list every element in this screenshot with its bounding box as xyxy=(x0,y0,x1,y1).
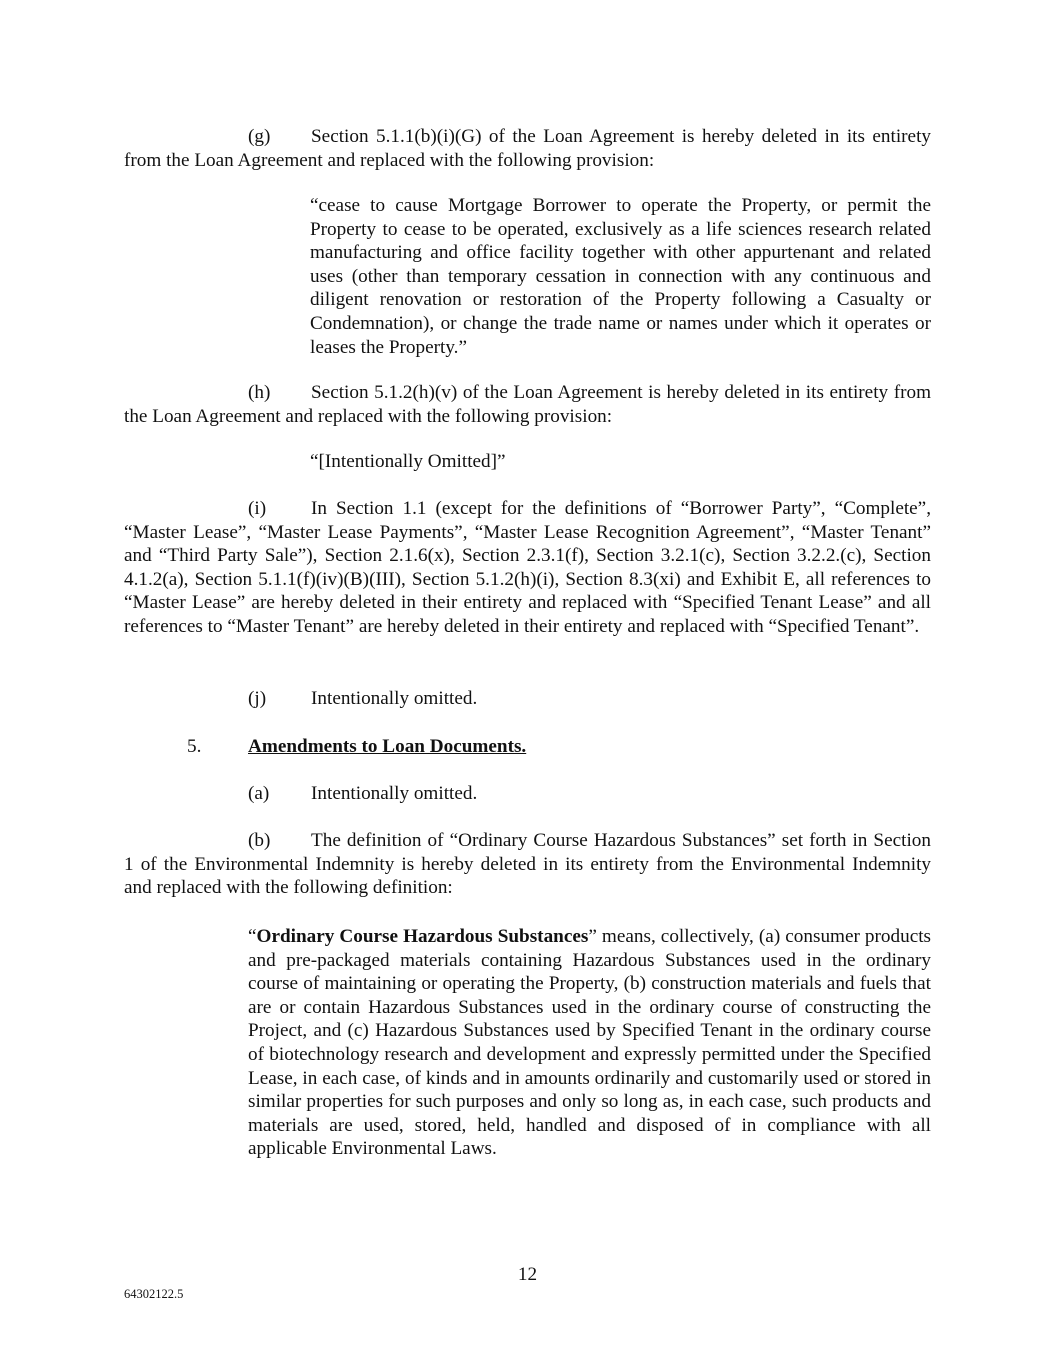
paragraph-label: (i) xyxy=(248,498,267,519)
paragraph-text: Section 5.1.2(h)(v) of the Loan Agreement is hereby deleted in its entirety from the Loan Agreement and replaced with the following provision: xyxy=(124,382,931,427)
section-title: Amendments to Loan Documents. xyxy=(248,736,527,757)
definition-body: means, collectively, (a) consumer products and pre-packaged materials containing Hazardous Substances used in the ordinary course of maintaining or operating the Property, (b) construction materials and fuels that are or contain Hazardous Substances used in the ordinary course of constructing the Project, and (c) Hazardous Substances used by Specified Tenant in the ordinary course of biotechnology research and development and expressly permitted under the Specified Lease, in each case, of kinds and in amounts ordinarily and customarily used or stored in similar properties for such purposes and only so long as, in each case, such products and materials are used, stored, held, handled and disposed of in compliance with all applicable Environmental Laws. xyxy=(248,926,932,1160)
paragraph-label: (a) xyxy=(248,783,270,804)
section-heading-5 xyxy=(187,735,526,759)
paragraph-j xyxy=(248,687,477,711)
defined-term: Ordinary Course Hazardous Substances xyxy=(256,926,589,947)
page-number: 12 xyxy=(517,1264,538,1285)
paragraph-g xyxy=(124,125,931,172)
quoted-provision-h: “[Intentionally Omitted]” xyxy=(310,451,506,472)
paragraph-label: (b) xyxy=(248,830,271,851)
paragraph-text: The definition of “Ordinary Course Hazardous Substances” set forth in Section 1 of the Environmental Indemnity is hereby deleted in its entirety from the Environmental Indemnity and replaced with the following definition: xyxy=(124,830,931,899)
paragraph-text: Section 5.1.1(b)(i)(G) of the Loan Agreement is hereby deleted in its entirety from the Loan Agreement and replaced with the following provision: xyxy=(124,126,931,171)
section-number: 5. xyxy=(187,736,202,757)
paragraph-label: (h) xyxy=(248,382,271,403)
document-id: 64302122.5 xyxy=(124,1287,184,1301)
definition-open-quote: “ xyxy=(248,926,257,947)
paragraph-5a xyxy=(248,782,477,806)
quoted-provision-g: “cease to cause Mortgage Borrower to operate the Property, or permit the Property to cease to be operated, exclusively as a life sciences research related manufacturing and office facility together with other appurtenant and related uses (other than temporary cessation in connection with any continuous and diligent renovation or restoration of the Property following a Casualty or Condemnation), or change the trade name or names under which it operates or leases the Property.” xyxy=(310,195,931,358)
paragraph-text: Intentionally omitted. xyxy=(311,783,478,804)
paragraph-label: (j) xyxy=(248,688,267,709)
paragraph-i xyxy=(124,497,931,639)
paragraph-label: (g) xyxy=(248,126,271,147)
paragraph-5b xyxy=(124,829,931,900)
paragraph-text: In Section 1.1 (except for the definitions of “Borrower Party”, “Complete”, “Master Lease”, “Master Lease Payments”, “Master Lease Recognition Agreement”, “Master Tenant” and “Third Party Sale”), Section 2.1.6(x), Section 2.3.1(f), Section 3.2.1(c), Section 3.2.2.(c), Section 4.1.2(a), Section 5.1.1(f)(iv)(B)(III), Section 5.1.2(h)(i), Section 8.3(xi) and Exhibit E, all references to “Master Lease” are hereby deleted in their entirety and replaced with “Specified Tenant Lease” and all references to “Master Tenant” are hereby deleted in their entirety and replaced with “Specified Tenant”. xyxy=(124,498,931,637)
definition-close-quote: ” xyxy=(588,926,597,947)
definition-ordinary-course-hazardous-substances xyxy=(248,925,931,1161)
paragraph-text: Intentionally omitted. xyxy=(311,688,478,709)
paragraph-h xyxy=(124,381,931,428)
